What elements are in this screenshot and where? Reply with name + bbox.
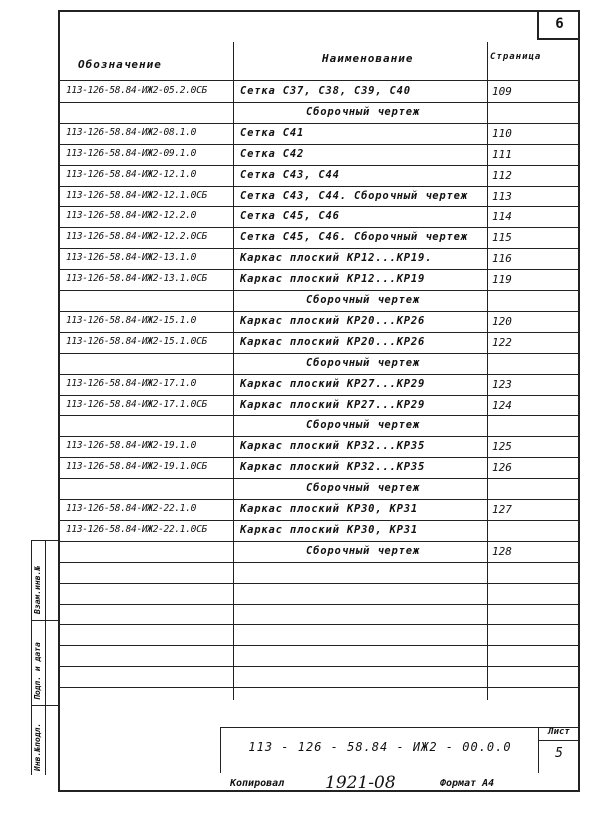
header-bottom-line [58,80,580,81]
stamp-document-code: 113 - 126 - 58.84 - ИЖ2 - 00.0.0 [248,740,512,754]
row-page: 112 [492,168,512,182]
row-line [58,102,580,103]
row-name: Сборочный чертеж [306,544,420,557]
side-strip-divider [45,540,46,775]
stamp-left-line [220,727,221,773]
row-page: 127 [492,503,512,516]
row-code: 113-126-58.84-ИЖ2-12.2.0 [66,210,197,222]
row-page: 113 [492,189,512,203]
row-line [58,206,580,207]
row-page: 126 [492,461,512,475]
row-code: 113-126-58.84-ИЖ2-19.1.0 [66,440,197,452]
row-line [58,123,580,124]
row-line [58,269,580,270]
row-code: 113-126-58.84-ИЖ2-22.1.0СБ [66,523,207,535]
row-page: 124 [492,398,512,412]
row-line [58,248,580,249]
row-name: Каркас плоский КР30, КР31 [240,503,419,515]
row-line [58,624,580,625]
row-line [58,666,580,667]
row-code: 113-126-58.84-ИЖ2-12.1.0 [66,168,197,180]
row-name: Сетка С41 [240,126,305,139]
row-name: Каркас плоский КР27...КР29 [240,398,426,411]
row-line [58,562,580,563]
row-code: 113-126-58.84-ИЖ2-17.1.0 [66,377,197,389]
row-name: Сетка С42 [240,147,305,160]
row-page: 109 [492,85,512,98]
row-page: 115 [492,231,512,245]
row-line [58,687,580,688]
row-page: 128 [492,544,512,558]
row-code: 113-126-58.84-ИЖ2-19.1.0СБ [66,461,207,473]
row-name: Сборочный чертеж [306,482,420,495]
row-line [58,186,580,187]
row-code: 113-126-58.84-ИЖ2-09.1.0 [66,147,197,159]
page-number: 6 [555,16,564,32]
row-page: 122 [492,335,512,349]
row-line [58,144,580,145]
row-page: 116 [492,252,512,266]
row-name: Каркас плоский КР32...КР35 [240,461,426,474]
row-name: Сетка С45, С46 [240,210,340,223]
row-line [58,436,580,437]
row-page: 123 [492,377,512,391]
side-strip-top [31,540,58,541]
row-name: Сетка С43, С44 [240,168,340,181]
row-page: 111 [492,147,512,161]
row-line [58,332,580,333]
row-line [58,311,580,312]
side-strip-sep-1 [31,620,58,621]
row-line [58,520,580,521]
col-divider-code [233,42,234,700]
row-code: 113-126-58.84-ИЖ2-12.1.0СБ [66,189,207,201]
header-page: Страница [490,52,542,62]
row-name: Сетка С45, С46. Сборочный чертеж [240,231,468,244]
row-page: 119 [492,273,512,287]
col-divider-page [487,42,488,700]
row-line [58,374,580,375]
row-name: Сборочный чертеж [306,356,420,369]
row-line [58,499,580,500]
row-line [58,165,580,166]
row-line [58,457,580,458]
row-line [58,604,580,605]
row-line [58,583,580,584]
row-line [58,478,580,479]
side-label-inv: Инв.№подл. [33,722,42,771]
footer-copied: Копировал [230,778,285,789]
sheet-label: Лист [548,727,570,737]
row-code: 113-126-58.84-ИЖ2-22.1.0 [66,503,197,514]
row-name: Каркас плоский КР27...КР29 [240,377,426,390]
stamp-sheet-line [538,740,580,741]
side-label-vzam: Взам.инв.№ [33,565,42,614]
row-page: 114 [492,210,512,224]
row-name: Сетка С43, С44. Сборочный чертеж [240,189,468,202]
row-name: Каркас плоский КР12...КР19 [240,273,426,286]
stamp-sheet-divider [538,727,539,773]
page-number-box [537,10,580,40]
row-code: 113-126-58.84-ИЖ2-12.2.0СБ [66,231,207,243]
sheet-number: 5 [555,746,563,761]
row-code: 113-126-58.84-ИЖ2-17.1.0СБ [66,398,207,410]
row-code: 113-126-58.84-ИЖ2-15.1.0 [66,314,197,326]
stamp-top-line [220,727,580,728]
side-label-podp: Подп. и дата [33,642,42,700]
row-code: 113-126-58.84-ИЖ2-08.1.0 [66,126,197,138]
footer-number: 1921-08 [325,773,396,793]
header-name: Наименование [322,52,414,65]
row-line [58,353,580,354]
header-designation: Обозначение [78,58,162,71]
row-page: 110 [492,126,512,140]
row-code: 113-126-58.84-ИЖ2-13.1.0СБ [66,273,207,285]
row-name: Каркас плоский КР30, КР31 [240,523,419,536]
row-name: Каркас плоский КР32...КР35 [240,440,426,453]
side-strip-sep-2 [31,705,58,706]
row-code: 113-126-58.84-ИЖ2-13.1.0 [66,252,197,264]
row-line [58,290,580,291]
row-line [58,395,580,396]
row-line [58,645,580,646]
row-code: 113-126-58.84-ИЖ2-05.2.0СБ [66,85,207,96]
row-name: Каркас плоский КР20...КР26 [240,314,426,327]
row-line [58,415,580,416]
row-name: Сборочный чертеж [306,105,420,118]
row-name: Каркас плоский КР12...КР19. [240,252,433,265]
row-name: Сетка С37, С38, С39, С40 [240,85,411,97]
row-page: 120 [492,314,512,328]
row-name: Каркас плоский КР20...КР26 [240,335,426,348]
side-strip-outer [31,540,32,775]
row-name: Сборочный чертеж [306,419,420,432]
row-page: 125 [492,440,512,454]
row-code: 113-126-58.84-ИЖ2-15.1.0СБ [66,335,207,347]
row-line [58,541,580,542]
footer-format: Формат А4 [440,778,495,789]
row-name: Сборочный чертеж [306,294,420,306]
row-line [58,227,580,228]
